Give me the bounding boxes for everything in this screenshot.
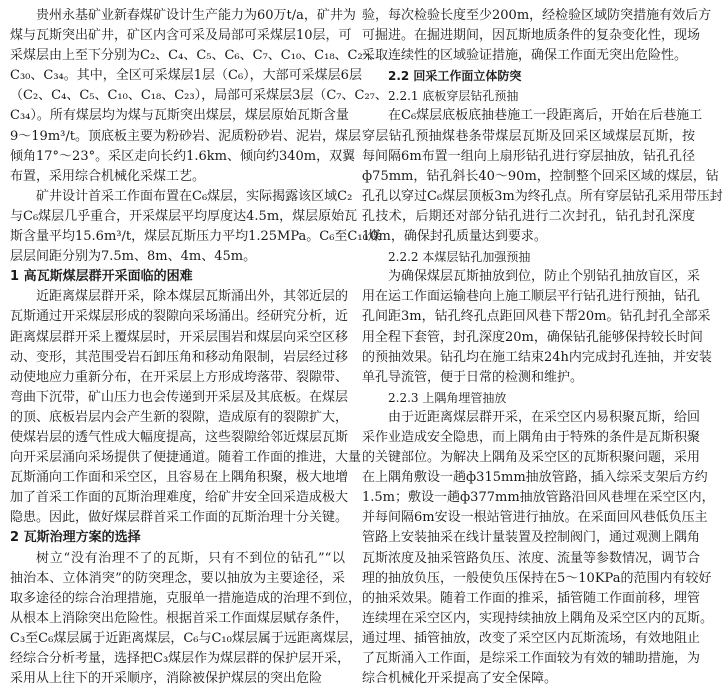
paragraph-line: 布置，采用综合机械化采煤工艺。 — [10, 168, 206, 184]
paragraph-line: 综合机械化开采提高了安全保障。 — [362, 671, 558, 687]
paragraph-line: 的抽采效果。随着工作面的推采，插管随工作面前移，埋管 — [362, 590, 701, 606]
section-heading: 1 高瓦斯煤层群开采面临的困难 — [10, 269, 193, 285]
paragraph-line: C₃至C₆煤层属于近距离煤层，C₆与C₁₀煤层属于远距离煤层， — [10, 630, 362, 646]
paragraph-line: 瓦斯涌向工作面和采空区，且容易在上隅角积聚，极大地增 — [10, 470, 349, 486]
paragraph-line: 通过埋、插管抽放，改变了采空区内瓦斯流场，有效地阻止 — [362, 630, 701, 646]
paragraph-line: 用全程下套管，封孔深度20m，确保钻孔能够保持较长时间 — [362, 329, 703, 345]
paragraph-line: 弯曲下沉带，矿山压力也会传递到开采层及其底板。在煤层 — [10, 389, 349, 405]
paragraph-line: （C₂、C₄、C₅、C₁₀、C₁₈、C₂₃），局部可采煤层3层（C₇、C₂₇、 — [10, 88, 388, 104]
paragraph-line: 与C₆煤层几乎重合，开采煤层平均厚度达4.5m，煤层原始瓦 — [10, 208, 358, 224]
paragraph-line: 9～19m³/t。顶底板主要为粉砂岩、泥质粉砂岩、泥岩，煤层 — [10, 128, 361, 144]
paragraph-line: 倾角17°～23°。采区走向长约1.6km、倾向约340m，双翼 — [10, 148, 356, 164]
paragraph-line: 瓦斯浓度及抽采管路负压、浓度、流量等参数情况，调节合 — [362, 550, 701, 566]
subsubsection-heading: 2.2.1 底板穿层钻孔预抽 — [388, 89, 519, 104]
paragraph-line: 层层间距分别为7.5m、8m、4m、45m。 — [10, 249, 257, 265]
paragraph-line: C₃₄）。所有煤层均为煤与瓦斯突出煤层，煤层原始瓦斯含量 — [10, 108, 349, 124]
paragraph-line: 了瓦斯涌入工作面，是综采工作面较为有效的辅助措施，为 — [362, 651, 701, 666]
paragraph-line: 孔孔以穿过C₆煤层顶板3m为终孔点。所有穿层钻孔采用带压封 — [362, 188, 723, 204]
paragraph-line: 孔间距3m，钻孔终孔点距回风巷下帮20m。钻孔封孔全部采 — [362, 309, 711, 325]
paragraph-line: 用在运工作面运输巷向上施工顺层平行钻孔进行预抽，钻孔 — [362, 289, 701, 305]
paragraph-line: 1.5m；敷设一趟ф377mm抽放管路沿回风巷埋在采空区内， — [362, 490, 715, 506]
paragraph-line: 距离煤层群开采上覆煤层时，开采层围岩和煤层向采空区移 — [10, 329, 349, 345]
paragraph-line: 并每间隔6m安设一根站管进行抽放。在采面回风巷低负压主 — [362, 510, 708, 526]
paragraph-line: 斯含量平均15.6m³/t，煤层瓦斯压力平均1.25MPa。C₆至C₁₀煤 — [10, 229, 381, 245]
subsubsection-heading: 2.2.2 本煤层钻孔加强预抽 — [388, 250, 531, 265]
paragraph-line: 在C₆煤层底板底抽巷施工一段距离后，开始在后巷施工 — [388, 108, 703, 124]
paragraph-line: 采用从上往下的开采顺序，消除被保护煤层的突出危险 — [10, 671, 323, 687]
paragraph-line: 理的抽放负压，一般使负压保持在5～10KPa的范围内有较好 — [362, 570, 712, 586]
paragraph-line: 近距离煤层群开采，除本煤层瓦斯涌出外，其邻近层的 — [36, 289, 349, 305]
right-column — [362, 6, 723, 689]
paragraph-line: 的关键部位。为解决上隅角及采空区的瓦斯积聚问题，采用 — [362, 450, 701, 466]
subsubsection-heading: 2.2.3 上隅角埋管抽放 — [388, 390, 507, 405]
paragraph-line: 动使地应力重新分布，在开采层上方形成垮落带、裂隙带、 — [10, 369, 349, 385]
paragraph-line: 矿井设计首采工作面布置在C₆煤层，实际揭露该区域C₂ — [36, 188, 353, 204]
paragraph-line: 向开采层涌向采场提供了便捷通道。随着工作面的推进，大量 — [10, 450, 362, 466]
paragraph-line: 的预抽效果。钻孔均在施工结束24h内完成封孔连抽，并安装 — [362, 349, 712, 365]
paragraph-line: 穿层钻孔预抽煤巷条带煤层瓦斯及回采区域煤层瓦斯，按 — [362, 128, 695, 144]
paragraph-line: 隐患。因此，做好煤层群首采工作面的瓦斯治理十分关键。 — [10, 510, 349, 526]
paragraph-line: 瓦斯通过开采煤层形成的裂隙向采场涌出。经研究分析，近 — [10, 309, 349, 325]
paragraph-line: 抽治本、立体消突”的防突理念，要以抽放为主要途径，采 — [10, 570, 345, 586]
paragraph-line: 采作业造成安全隐患，而上隅角由于特殊的条件是瓦斯积聚 — [362, 429, 701, 445]
paragraph-line: 的顶、底板岩层内会产生新的裂隙，造成原有的裂隙扩大， — [10, 409, 349, 425]
paragraph-line: 为确保煤层瓦斯抽放到位，防止个别钻孔抽放盲区，采 — [388, 269, 701, 285]
paragraph-line: 验，每次检验长度至少200m，经检验区域防突措施有效后方 — [362, 8, 712, 23]
paragraph-line: 可掘进。在掘进期间，因瓦斯地质条件的复杂变化性，现场 — [362, 28, 701, 44]
paragraph-line: 每间隔6m布置一组向上扇形钻孔进行穿层抽放，钻孔孔径 — [362, 148, 695, 164]
paragraph-line: 管路上安装抽采在线计量装置及控制阀门，通过观测上隅角 — [362, 530, 701, 546]
paragraph-line: 贵州永基矿业新春煤矿设计生产能力为60万t/a，矿井为 — [36, 8, 356, 23]
paragraph-line: 使煤岩层的透气性成大幅度提高，这些裂隙给邻近煤层瓦斯 — [10, 429, 349, 445]
paragraph-line: 树立“没有治理不了的瓦斯，只有不到位的钻孔”“以 — [36, 550, 345, 566]
section-heading: 2 瓦斯治理方案的选择 — [10, 530, 141, 546]
paragraph-line: 经综合分析考量，选择把C₃煤层作为煤层群的保护层开采， — [10, 651, 351, 666]
paragraph-line: 煤与瓦斯突出矿井，矿区内含可采及局部可采煤层10层，可 — [10, 28, 352, 44]
paragraph-line: 采取连续性的区域验证措施，确保工作面无突出危险性。 — [362, 48, 688, 64]
paragraph-line: C₃₀、C₃₄。其中，全区可采煤层1层（C₆），大部可采煤层6层 — [10, 68, 362, 84]
paragraph-line: 连续埋在采空区内，实现持续抽放上隅角及采空区内的瓦斯。 — [362, 610, 714, 626]
paragraph-line: 从根本上消除突出危险性。根据首采工作面煤层赋存条件， — [10, 610, 349, 626]
paragraph-line: 动、变形，其范围受岩石卸压角和移动角限制，岩层经过移 — [10, 349, 349, 365]
paragraph-line: 单孔导流管，便于日常的检测和维护。 — [362, 369, 584, 385]
paragraph-line: 取多途径的综合治理措施，克服单一措施造成的治理不到位， — [10, 590, 362, 606]
paragraph-line: 在上隅角敷设一趟ф315mm抽放管路，插入综采支架后方约 — [362, 470, 708, 486]
paragraph-line: 10m，确保封孔质量达到要求。 — [362, 229, 547, 245]
paragraph-line: 加了首采工作面的瓦斯治理难度，给矿井安全回采造成极大 — [10, 490, 349, 506]
paragraph-line: 由于近距离煤层群开采，在采空区内易积聚瓦斯，给回 — [388, 409, 701, 425]
paragraph-line: ф75mm，钻孔斜长40～90m，控制整个回采区域的煤层，钻 — [362, 168, 719, 184]
paragraph-line: 采煤层由上至下分别为C₂、C₄、C₅、C₆、C₇、C₁₀、C₁₈、C₂₇、 — [10, 48, 381, 64]
left-column — [10, 6, 388, 689]
subsection-heading: 2.2 回采工作面立体防突 — [388, 69, 522, 84]
paragraph-line: 孔技术，后期还对部分钻孔进行二次封孔，钻孔封孔深度 — [362, 208, 695, 224]
